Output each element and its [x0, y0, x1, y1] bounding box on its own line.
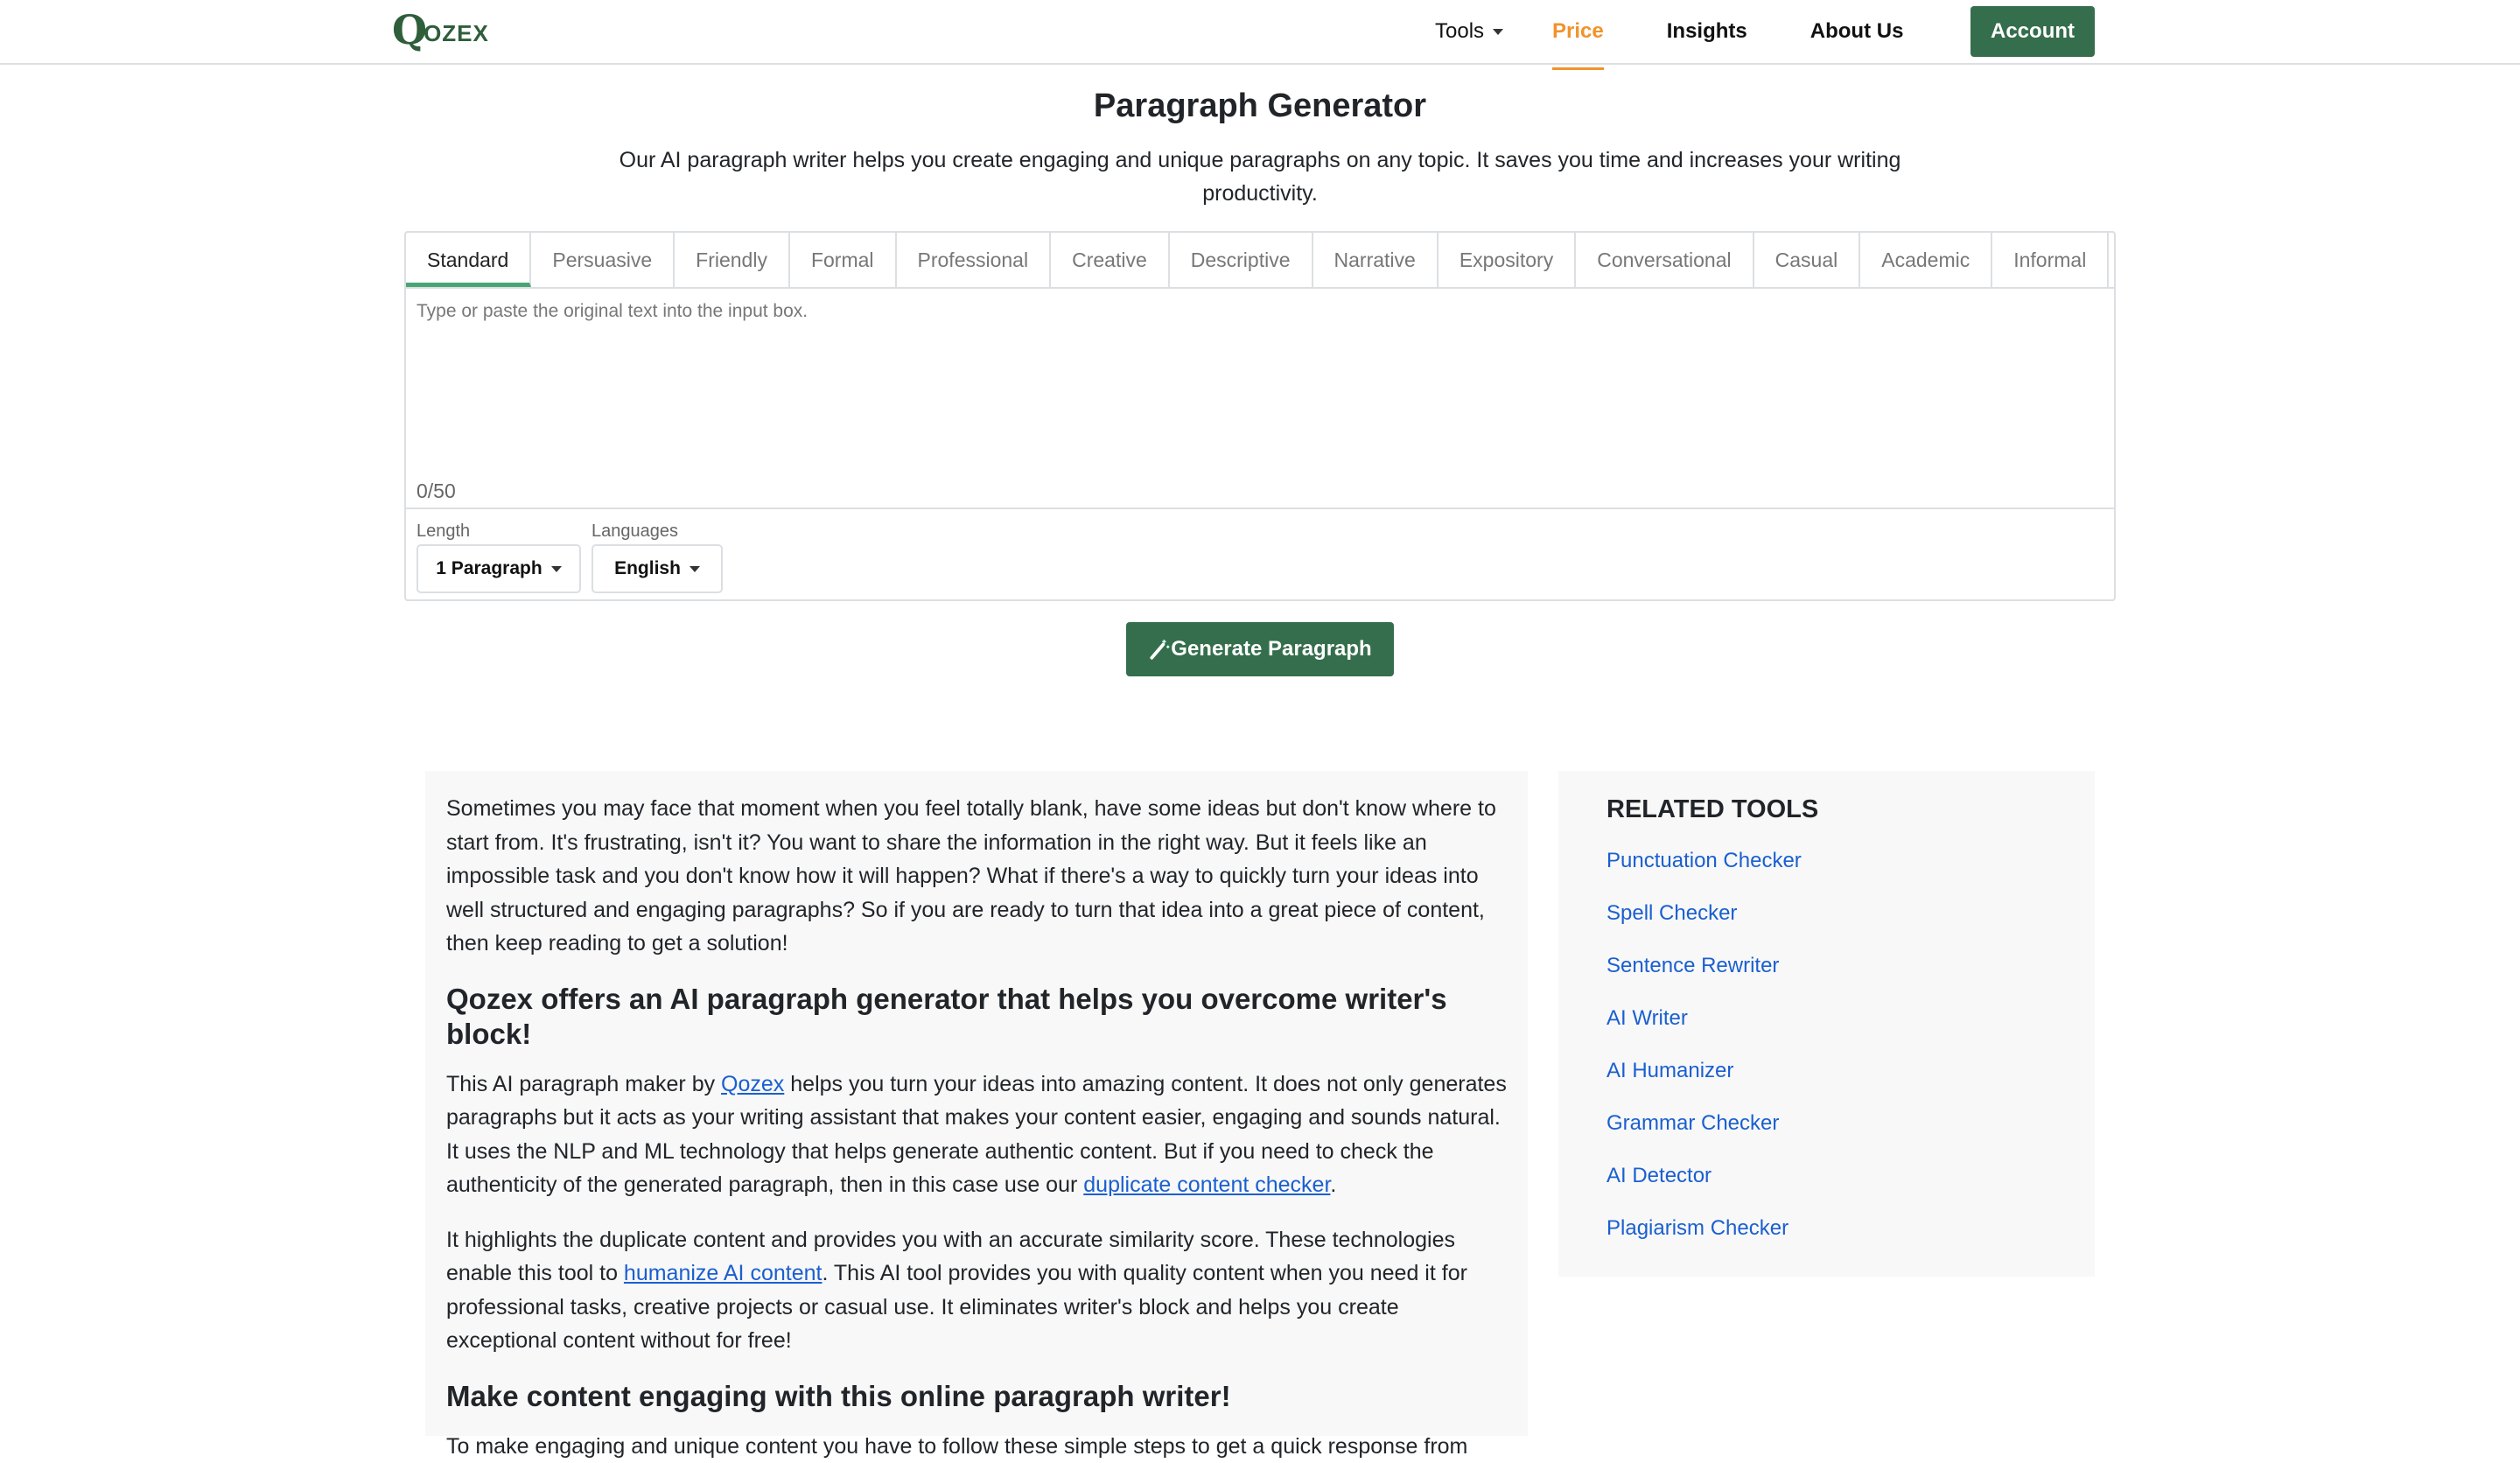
article-heading: Qozex offers an AI paragraph generator that helps you overcome writer's block! — [446, 982, 1507, 1052]
tab-descriptive[interactable]: Descriptive — [1170, 233, 1313, 287]
account-button[interactable]: Account — [1970, 6, 2095, 57]
logo-mark: Q — [392, 12, 427, 47]
nav-insights[interactable]: Insights — [1667, 19, 1747, 44]
tab-informal[interactable]: Informal — [1992, 233, 2109, 287]
text-input[interactable]: Type or paste the original text into the input box. — [416, 301, 808, 322]
tab-standard[interactable]: Standard — [406, 233, 531, 287]
tone-tabs — [406, 233, 2114, 289]
related-punctuation-checker[interactable]: Punctuation Checker — [1606, 849, 2047, 901]
related-spell-checker[interactable]: Spell Checker — [1606, 901, 2047, 954]
generator-panel — [404, 231, 2116, 601]
text: This AI paragraph maker by — [446, 1072, 721, 1096]
nav-price[interactable]: Price — [1552, 19, 1604, 44]
text: It highlights the duplicate content and provides you with an accurate similarity score. These technologies enable this tool to — [446, 1228, 1455, 1286]
tab-persuasive[interactable]: Persuasive — [531, 233, 675, 287]
humanize-ai-content-link[interactable]: humanize AI content — [624, 1261, 822, 1285]
qozex-link[interactable]: Qozex — [721, 1072, 784, 1096]
languages-label: Languages — [592, 522, 678, 542]
tab-academic[interactable]: Academic — [1860, 233, 1992, 287]
divider — [406, 508, 2114, 509]
caret-down-icon — [1493, 29, 1503, 35]
related-tools — [1558, 771, 2095, 1277]
tab-creative[interactable]: Creative — [1051, 233, 1170, 287]
tab-casual[interactable]: Casual — [1754, 233, 1861, 287]
nav-tools[interactable] — [1435, 19, 1503, 44]
tab-narrative[interactable]: Narrative — [1313, 233, 1438, 287]
tab-professional[interactable]: Professional — [897, 233, 1052, 287]
article-paragraph: To make engaging and unique content you have to follow these simple steps to get a quick response from — [446, 1430, 1507, 1463]
text: helps you turn your ideas into amazing content. It does not only generates paragraphs but it acts as your writing assistant that makes your content easier, engaging and sounds natural. It uses the NLP and ML technology that helps generate authentic content. But if you need to check the authenticity of the generated paragraph, then in this case use our — [446, 1072, 1507, 1198]
related-grammar-checker[interactable]: Grammar Checker — [1606, 1111, 2047, 1164]
caret-down-icon — [690, 566, 700, 572]
length-value: 1 Paragraph — [436, 558, 542, 579]
related-ai-humanizer[interactable]: AI Humanizer — [1606, 1059, 2047, 1111]
tab-expository[interactable]: Expository — [1438, 233, 1576, 287]
page-subtitle: Our AI paragraph writer helps you create engaging and unique paragraphs on any topic. It saves you time and increases your writing productivity. — [586, 144, 1934, 210]
page-title: Paragraph Generator — [0, 88, 2520, 125]
language-value: English — [614, 558, 681, 579]
related-tools-title: RELATED TOOLS — [1606, 795, 2047, 824]
char-counter: 0/50 — [416, 480, 456, 503]
article — [425, 771, 1528, 1436]
nav-tools-label: Tools — [1435, 19, 1484, 43]
generate-label: Generate Paragraph — [1171, 637, 1371, 662]
length-label: Length — [416, 522, 470, 542]
related-ai-detector[interactable]: AI Detector — [1606, 1164, 2047, 1216]
logo[interactable] — [392, 12, 489, 47]
nav-about-us[interactable]: About Us — [1810, 19, 1904, 44]
tab-formal[interactable]: Formal — [790, 233, 897, 287]
magic-wand-icon — [1148, 638, 1171, 661]
text: . — [1330, 1172, 1336, 1197]
navbar — [0, 0, 2520, 65]
nav-links — [1435, 0, 1966, 63]
article-paragraph — [446, 1068, 1507, 1202]
related-ai-writer[interactable]: AI Writer — [1606, 1006, 2047, 1059]
tab-friendly[interactable]: Friendly — [675, 233, 790, 287]
logo-text: OZEX — [424, 20, 489, 47]
related-plagiarism-checker[interactable]: Plagiarism Checker — [1606, 1216, 2047, 1269]
length-select[interactable] — [416, 544, 581, 593]
article-paragraph — [446, 1223, 1507, 1358]
article-heading: Make content engaging with this online paragraph writer! — [446, 1379, 1507, 1414]
text: . This AI tool provides you with quality content when you need it for professional tasks, creative projects or casual use. It eliminates writer's block and helps you create exceptional content without for free! — [446, 1261, 1467, 1353]
language-select[interactable] — [592, 544, 723, 593]
article-paragraph: Sometimes you may face that moment when you feel totally blank, have some ideas but don't know where to start from. It's frustrating, isn't it? You want to share the information in the right way. But it feels like an impossible task and you don't know how it will happen? What if there's a way to quickly turn your ideas into well structured and engaging paragraphs? So if you are ready to turn that idea into a great piece of content, then keep reading to get a solution! — [446, 792, 1507, 961]
generate-paragraph-button[interactable] — [1126, 622, 1394, 676]
tab-conversational[interactable]: Conversational — [1576, 233, 1754, 287]
related-sentence-rewriter[interactable]: Sentence Rewriter — [1606, 954, 2047, 1006]
duplicate-content-checker-link[interactable]: duplicate content checker — [1083, 1172, 1330, 1197]
caret-down-icon — [551, 566, 562, 572]
